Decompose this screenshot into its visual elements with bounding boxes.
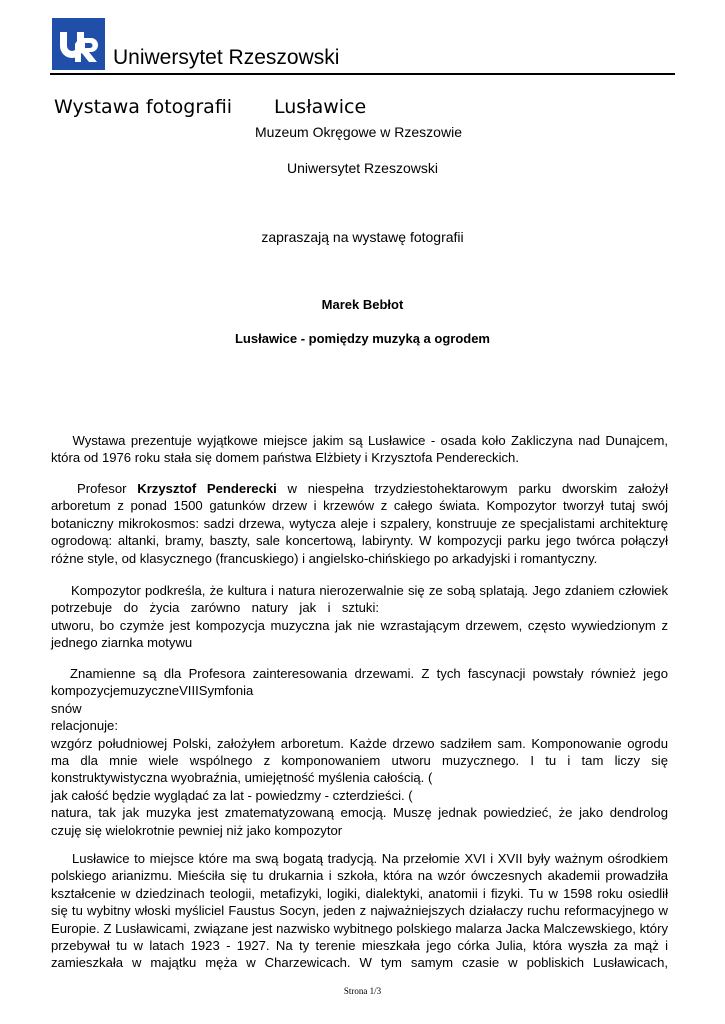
ur-logo-icon bbox=[52, 18, 105, 70]
text-line: kształcenie w dziedzinach teologii, metafizyki, logiki, dialektyki, anatomii i fizyki. Tu w 1598 roku osiedlił bbox=[51, 885, 668, 901]
text-segment: w niespełna trzydziestohektarowym parku dworskim założył bbox=[287, 481, 668, 496]
text-line: snów bbox=[51, 700, 82, 716]
text-line: zamieszkała w majątku męża w Charzewicach. W tym samym czasie w pobliskich Lusławicach, bbox=[51, 955, 668, 971]
text-line: się tu wybitny włoski myśliciel Faustus Socyn, jeden z najważniejszych działaczy ruchu reformacyjnego w bbox=[51, 903, 668, 919]
paragraph-5 bbox=[51, 850, 668, 972]
text-line: botaniczny mikrokosmos: sadzi drzewa, wytycza aleje i szpalery, konstruuje ze specjalistami architekturę bbox=[51, 515, 668, 531]
text-line: utworu, bo czymże jest kompozycja muzyczna jak nie wzrastającym drzewem, często wywiedzionym z bbox=[51, 617, 668, 633]
text-line: ma dla mnie wiele wspólnego z komponowaniem utworu muzycznego. I tu i tam liczy się bbox=[51, 753, 668, 769]
university-name: Uniwersytet Rzeszowski bbox=[113, 46, 340, 69]
text-line: relacjonuje: bbox=[51, 718, 118, 734]
text-line: czuję się wielokrotnie pewniej niż jako kompozytor bbox=[51, 822, 343, 838]
title-exhibition: Wystawa fotografii bbox=[54, 96, 233, 118]
title-place: Lusławice bbox=[274, 96, 367, 118]
text-line: Lusławice to miejsce które ma swą bogatą tradycją. Na przełomie XVI i XVII były ważnym ośrodkiem bbox=[72, 851, 668, 866]
text-line: polskiego arianizmu. Mieściła się tu drukarnia i szkoła, która na wzór ówczesnych akademii prowadziła bbox=[51, 868, 668, 884]
university-logo bbox=[52, 18, 105, 70]
page-number: Strona 1/3 bbox=[343, 986, 382, 996]
text-line: która od 1976 roku stała się domem państwa Elżbiety i Krzysztofa Pendereckich. bbox=[51, 450, 519, 466]
text-line: Europie. Z Lusławicami, związane jest nazwisko wybitnego polskiego malarza Jacka Malczewskiego, który bbox=[51, 920, 668, 936]
paragraph-2 bbox=[51, 480, 668, 567]
text-line: Wystawa prezentuje wyjątkowe miejsce jakim są Lusławice - osada koło Zakliczyna nad Dunajcem, bbox=[51, 433, 668, 448]
text-line: potrzebuje do życia zarówno natury jak i sztuki: bbox=[51, 600, 379, 616]
text-line: wzgórz południowej Polski, założyłem arboretum. Każde drzewo sadziłem sam. Komponowanie ogrodu bbox=[51, 735, 668, 751]
text-line: arboretum z ponad 1500 gatunków drzew i krzewów z całego świata. Kompozytor tworzył tutaj swój bbox=[51, 498, 668, 514]
text-line: kompozycjemuzyczneVIIISymfonia bbox=[51, 683, 254, 699]
header-rule bbox=[50, 73, 675, 75]
composer-name: Krzysztof Penderecki bbox=[137, 481, 277, 496]
text-line: konstruktywistyczna wyobraźnia, umiejętność myślenia całością. ( bbox=[51, 770, 433, 786]
text-line: jak całość będzie wyglądać za lat - powiedzmy - czterdzieści. ( bbox=[51, 787, 413, 803]
text-line: ogrodową: altanki, bramy, baszty, sale koncertową, labirynty. W kompozycji parku jego twórca połączył bbox=[51, 533, 668, 549]
text-line: przebywał tu w latach 1923 - 1927. Na ty terenie mieszkała jego córka Julia, która wyszła za mąż i bbox=[51, 938, 668, 954]
text-line: różne style, od klasycznego (francuskiego) i angielsko-chińskiego po arkadyjski i romantyczny. bbox=[51, 550, 598, 566]
paragraph-4 bbox=[51, 665, 668, 839]
text-line: natura, tak jak muzyka jest zmatematyzowaną emocją. Muszę jednak powiedzieć, że jako dendrolog bbox=[51, 805, 668, 821]
invitation-text: zapraszają na wystawę fotografii bbox=[261, 229, 464, 245]
organizer-museum: Muzeum Okręgowe w Rzeszowie bbox=[255, 124, 462, 140]
text-segment: Profesor bbox=[77, 481, 127, 496]
exhibition-title: Lusławice - pomiędzy muzyką a ogrodem bbox=[234, 331, 490, 346]
paragraph-1 bbox=[51, 432, 668, 467]
paragraph-3 bbox=[51, 582, 668, 652]
text-line: Kompozytor podkreśla, że kultura i natura nierozerwalnie się ze sobą splatają. Jego zdaniem człowiek bbox=[71, 583, 668, 598]
text-line: jednego ziarnka motywu bbox=[51, 635, 193, 651]
text-line: Znamienne są dla Profesora zainteresowania drzewami. Z tych fascynacji powstały również jego bbox=[70, 666, 668, 681]
text-line bbox=[51, 480, 668, 497]
organizer-university: Uniwersytet Rzeszowski bbox=[287, 160, 438, 176]
author-name: Marek Bebłot bbox=[321, 297, 404, 312]
